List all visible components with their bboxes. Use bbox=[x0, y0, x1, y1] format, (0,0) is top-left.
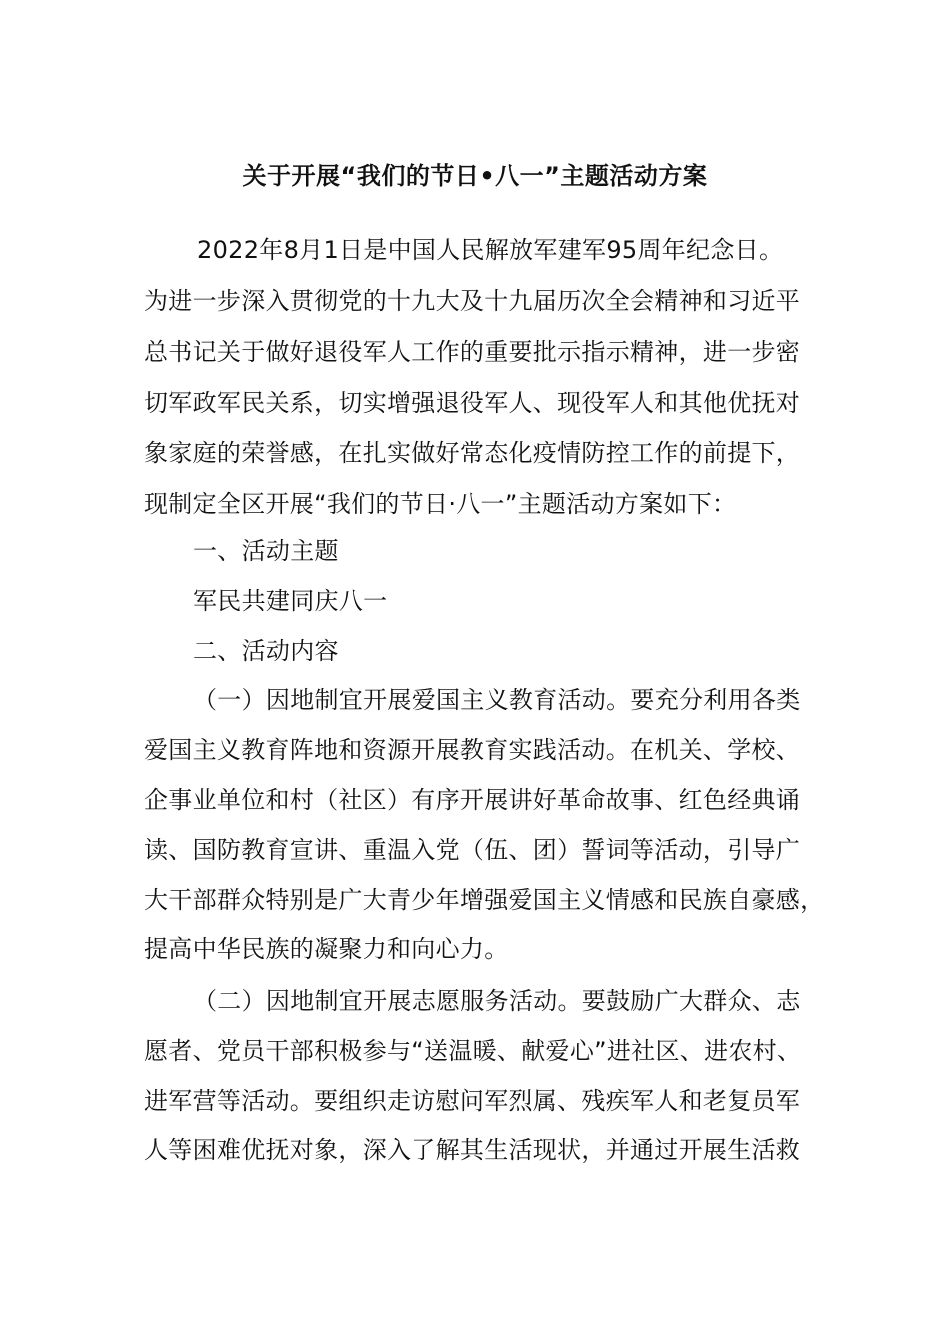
paragraph-item-1-line-6: 提高中华民族的凝聚力和向心力。 bbox=[144, 935, 509, 963]
section-heading-2: 二、活动内容 bbox=[193, 637, 339, 665]
section-heading-1: 一、活动主题 bbox=[193, 537, 339, 565]
paragraph-item-2-line-1: （二）因地制宜开展志愿服务活动。要鼓励广大群众、志 bbox=[193, 987, 801, 1015]
paragraph-item-2-line-3: 进军营等活动。要组织走访慰问军烈属、残疾军人和老复员军 bbox=[144, 1087, 801, 1115]
paragraph-item-1-line-5: 大干部群众特别是广大青少年增强爱国主义情感和民族自豪感， bbox=[144, 886, 825, 914]
paragraph-intro-line-1: 2022年8月1日是中国人民解放军建军95周年纪念日。 bbox=[197, 236, 784, 264]
paragraph-item-1-line-2: 爱国主义教育阵地和资源开展教育实践活动。在机关、学校、 bbox=[144, 736, 801, 764]
paragraph-intro-line-4: 切军政军民关系，切实增强退役军人、现役军人和其他优抚对 bbox=[144, 389, 801, 417]
paragraph-intro-line-5: 象家庭的荣誉感，在扎实做好常态化疫情防控工作的前提下， bbox=[144, 439, 801, 467]
document-title: 关于开展“我们的节日•八一”主题活动方案 bbox=[242, 162, 708, 190]
paragraph-item-2-line-4: 人等困难优抚对象，深入了解其生活现状，并通过开展生活救 bbox=[144, 1136, 801, 1164]
paragraph-item-1-line-3: 企事业单位和村（社区）有序开展讲好革命故事、红色经典诵 bbox=[144, 786, 801, 814]
paragraph-item-1-line-4: 读、国防教育宣讲、重温入党（伍、团）誓词等活动，引导广 bbox=[144, 836, 801, 864]
paragraph-item-2-line-2: 愿者、党员干部积极参与“送温暖、献爱心”进社区、进农村、 bbox=[144, 1037, 802, 1065]
paragraph-item-1-line-1: （一）因地制宜开展爱国主义教育活动。要充分利用各类 bbox=[193, 686, 801, 714]
paragraph-intro-line-2: 为进一步深入贯彻党的十九大及十九届历次全会精神和习近平 bbox=[144, 287, 801, 315]
paragraph-intro-line-6: 现制定全区开展“我们的节日·八一”主题活动方案如下： bbox=[144, 490, 737, 518]
paragraph-intro-line-3: 总书记关于做好退役军人工作的重要批示指示精神，进一步密 bbox=[144, 338, 801, 366]
theme-text: 军民共建同庆八一 bbox=[193, 587, 388, 615]
